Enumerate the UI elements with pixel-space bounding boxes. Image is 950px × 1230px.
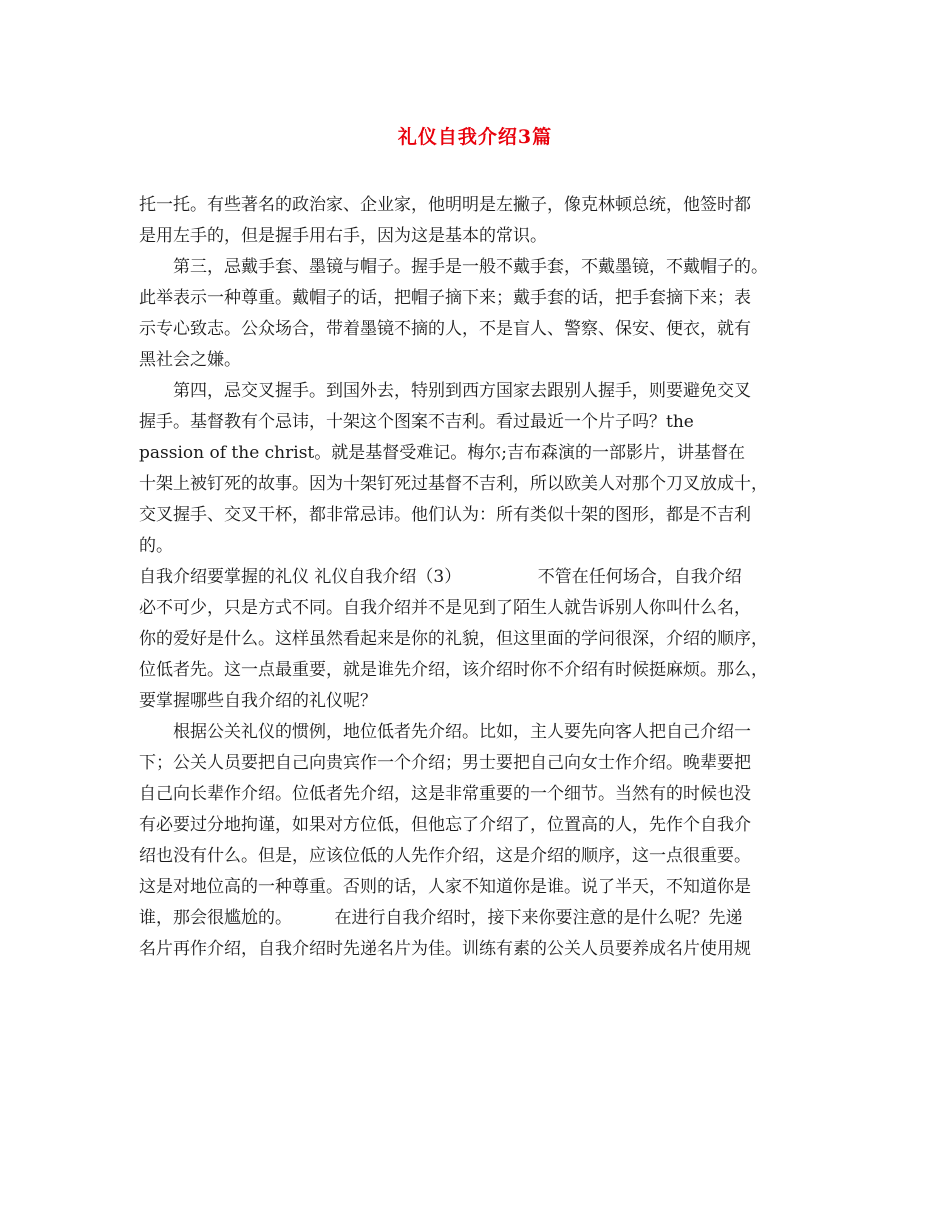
text-line: 根据公关礼仪的惯例，地位低者先介绍。比如，主人要先向客人把自己介绍一	[139, 722, 751, 742]
text-line: 自己向长辈作介绍。位低者先介绍，这是非常重要的一个细节。当然有的时候也没	[139, 784, 751, 804]
text-line: 绍也没有什么。但是，应该位低的人先作介绍，这是介绍的顺序，这一点很重要。	[139, 846, 751, 866]
text-line: 下；公关人员要把自己向贵宾作一个介绍；男士要把自己向女士作介绍。晚辈要把	[139, 753, 751, 773]
text-line: 的。	[139, 536, 173, 556]
text-line: 自我介绍要掌握的礼仪 礼仪自我介绍（3） 不管在任何场合，自我介绍	[139, 567, 742, 587]
text-line: 是用左手的，但是握手用右手，因为这是基本的常识。	[139, 226, 547, 246]
text-line: 十架上被钉死的故事。因为十架钉死过基督不吉利，所以欧美人对那个刀叉放成十，	[139, 474, 768, 494]
text-line: 要掌握哪些自我介绍的礼仪呢？	[139, 691, 377, 711]
text-line: 你的爱好是什么。这样虽然看起来是你的礼貌，但这里面的学问很深，介绍的顺序，	[139, 629, 768, 649]
text-line: 此举表示一种尊重。戴帽子的话，把帽子摘下来；戴手套的话，把手套摘下来；表	[139, 288, 751, 308]
text-line: 必不可少，只是方式不同。自我介绍并不是见到了陌生人就告诉别人你叫什么名，	[139, 598, 751, 618]
document-body	[139, 190, 819, 965]
text-line: 黑社会之嫌。	[139, 350, 241, 370]
text-line: 第四，忌交叉握手。到国外去，特别到西方国家去跟别人握手，则要避免交叉	[139, 381, 751, 401]
text-line: 位低者先。这一点最重要，就是谁先介绍，该介绍时你不介绍有时候挺麻烦。那么，	[139, 660, 768, 680]
text-line: 名片再作介绍，自我介绍时先递名片为佳。训练有素的公关人员要养成名片使用规	[139, 939, 751, 959]
text-line: 示专心致志。公众场合，带着墨镜不摘的人，不是盲人、警察、保安、便衣，就有	[139, 319, 751, 339]
text-line: 交叉握手、交叉干杯，都非常忌讳。他们认为：所有类似十架的图形，都是不吉利	[139, 505, 751, 525]
text-line: 谁，那会很尴尬的。 在进行自我介绍时，接下来你要注意的是什么呢？先递	[139, 908, 743, 928]
text-line: 托一托。有些著名的政治家、企业家，他明明是左撇子，像克林顿总统，他签时都	[139, 195, 751, 215]
text-line: 有必要过分地拘谨，如果对方位低，但他忘了介绍了，位置高的人，先作个自我介	[139, 815, 751, 835]
document-title: 礼仪自我介绍3篇	[397, 126, 553, 148]
text-line: 第三，忌戴手套、墨镜与帽子。握手是一般不戴手套，不戴墨镜，不戴帽子的。	[139, 257, 768, 277]
text-line: passion of the christ。就是基督受难记。梅尔;吉布森演的一部影片，讲基督在	[139, 443, 745, 463]
text-line: 这是对地位高的一种尊重。否则的话，人家不知道你是谁。说了半天，不知道你是	[139, 877, 751, 897]
text-line: 握手。基督教有个忌讳，十架这个图案不吉利。看过最近一个片子吗？the	[139, 412, 694, 432]
